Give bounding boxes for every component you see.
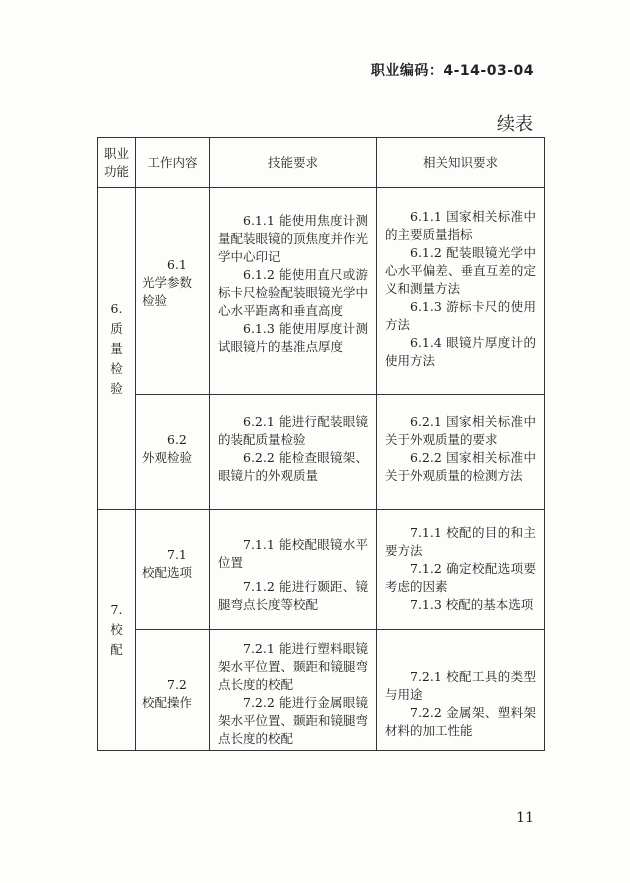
work-content-fitting-options (136, 510, 210, 630)
knowledge-item: 7.2.1 校配工具的类型与用途 (385, 669, 536, 702)
knowledge-item: 6.2.1 国家相关标准中关于外观质量的要求 (385, 414, 536, 447)
knowledge-item: 7.1.2 确定校配选项要考虑的因素 (385, 561, 536, 594)
header-skill-requirements: 技能要求 (210, 138, 377, 188)
work-content-text: 6.1 光学参数检验 (142, 257, 193, 308)
header-function: 职业功能 (98, 138, 136, 188)
knowledge-cell (377, 395, 545, 510)
page-number: 11 (516, 810, 534, 826)
function-char: 校 (110, 622, 123, 637)
knowledge-item: 7.1.3 校配的基本选项 (410, 597, 534, 612)
skill-item: 6.1.2 能使用直尺或游标卡尺检验配装眼镜光学中心水平距离和垂直高度 (218, 267, 369, 318)
function-char: 质 (110, 320, 123, 336)
skill-item: 6.2.1 能进行配装眼镜的装配质量检验 (218, 414, 368, 447)
skill-requirements-table (97, 137, 545, 751)
function-number: 6. (110, 300, 123, 316)
knowledge-item: 6.1.1 国家相关标准中的主要质量指标 (385, 209, 536, 242)
skill-cell (210, 395, 377, 510)
function-char: 检 (110, 360, 123, 376)
work-content-text: 6.2 外观检验 (142, 432, 193, 465)
skill-item: 7.1.2 能进行颞距、镜腿弯点长度等校配 (218, 579, 368, 612)
work-content-optical-params (136, 188, 210, 395)
knowledge-item: 7.2.2 金属架、塑料架材料的加工性能 (385, 705, 536, 738)
skill-item: 6.2.2 能检查眼镜架、眼镜片的外观质量 (218, 450, 368, 483)
table-row (98, 188, 545, 395)
knowledge-cell (377, 630, 545, 751)
occupation-code: 职业编码：4-14-03-04 (370, 63, 534, 79)
skill-item: 6.1.3 能使用厚度计测试眼镜片的基准点厚度 (218, 321, 368, 354)
function-char: 量 (110, 340, 123, 356)
knowledge-item: 6.2.2 国家相关标准中关于外观质量的检测方法 (385, 450, 536, 483)
header-knowledge-requirements: 相关知识要求 (377, 138, 545, 188)
knowledge-cell (377, 188, 545, 395)
skill-cell (210, 188, 377, 395)
skill-cell (210, 630, 377, 751)
work-content-text: 7.2 校配操作 (142, 677, 193, 710)
skill-item: 7.2.2 能进行金属眼镜架水平位置、颞距和镜腿弯点长度的校配 (218, 695, 369, 746)
function-char: 验 (110, 380, 123, 396)
skill-item: 7.2.1 能进行塑料眼镜架水平位置、颞距和镜腿弯点长度的校配 (218, 641, 369, 692)
function-cell-quality-inspection (98, 188, 136, 510)
table-row (98, 510, 545, 630)
knowledge-item: 6.1.4 眼镜片厚度计的使用方法 (385, 335, 536, 368)
knowledge-cell (377, 510, 545, 630)
knowledge-item: 6.1.2 配装眼镜光学中心水平偏差、垂直互差的定义和测量方法 (385, 245, 536, 296)
work-content-text: 7.1 校配选项 (142, 547, 193, 580)
table-row (98, 395, 545, 510)
continued-table-label: 续表 (497, 114, 533, 135)
work-content-appearance (136, 395, 210, 510)
knowledge-item: 7.1.1 校配的目的和主要方法 (385, 525, 536, 558)
function-number: 7. (110, 602, 123, 617)
work-content-fitting-operation (136, 630, 210, 751)
header-work-content: 工作内容 (136, 138, 210, 188)
function-cell-fitting (98, 510, 136, 751)
skill-cell (210, 510, 377, 630)
table-header-row (98, 138, 545, 188)
skill-item: 7.1.1 能校配眼镜水平位置 (218, 537, 368, 570)
table-row (98, 630, 545, 751)
skill-item: 6.1.1 能使用焦度计测量配装眼镜的顶焦度并作光学中心印记 (218, 213, 369, 264)
knowledge-item: 6.1.3 游标卡尺的使用方法 (385, 299, 536, 332)
function-char: 配 (110, 642, 123, 657)
